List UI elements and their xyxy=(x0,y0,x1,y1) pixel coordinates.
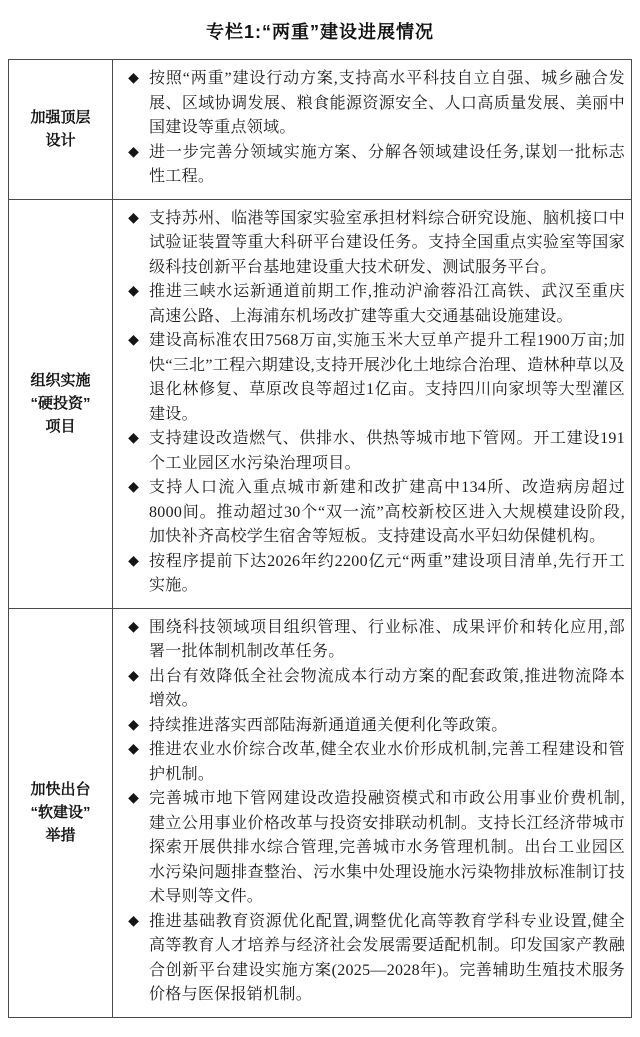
row-label-line: 项目 xyxy=(45,418,76,435)
list-item-text: 支持建设改造燃气、供排水、供热等城市地下管网。开工建设191个工业园区水污染治理项目。 xyxy=(149,430,625,472)
document-page xyxy=(0,18,640,1018)
list-item xyxy=(118,550,625,599)
diamond-bullet-icon: ◆ xyxy=(128,913,139,929)
list-item-text: 推进基础教育资源优化配置,调整优化高等教育学科专业设置,健全高等教育人才培养与经济社会发展需要适配机制。印发国家产教融合创新平台建设实施方案(2025—2028年)。完善辅助生殖技术服务价格与医保报销机制。 xyxy=(149,912,625,1003)
list-item-text: 围绕科技领域项目组织管理、行业标准、成果评价和转化应用,部署一批体制机制改革任务。 xyxy=(149,618,625,660)
row-label xyxy=(9,200,113,608)
list-item-text: 建设高标准农田7568万亩,实施玉米大豆单产提升工程1900万亩;加快“三北”工程六期建设,支持开展沙化土地综合治理、造林种草以及退化林修复、草原改良等超过1亿亩。支持四川向家坝等大型灌区建设。 xyxy=(149,332,625,423)
diamond-bullet-icon: ◆ xyxy=(128,619,139,635)
diamond-bullet-icon: ◆ xyxy=(128,668,139,684)
row-content xyxy=(113,60,631,199)
row-label-line: 加快出台 xyxy=(30,781,91,798)
row-label-line: 举措 xyxy=(45,827,76,844)
list-item-text: 完善城市地下管网建设改造投融资模式和市政公用事业价费机制,建立公用事业价格改革与投资安排联动机制。支持长江经济带城市探索开展供排水综合管理,完善城市水务管理机制。出台工业园区水污染问题排查整治、污水集中处理设施水污染物排放标准制订技术导则等文件。 xyxy=(149,790,625,905)
list-item xyxy=(118,476,625,550)
list-item-text: 推进三峡水运新通道前期工作,推动沪渝蓉沿江高铁、武汉至重庆高速公路、上海浦东机场改扩建等重大交通基础设施建设。 xyxy=(149,283,625,325)
diamond-bullet-icon: ◆ xyxy=(128,791,139,806)
diamond-bullet-icon: ◆ xyxy=(128,71,139,86)
list-item-text: 支持人口流入重点城市新建和改扩建高中134所、改造病房超过8000间。推动超过30个“双一流”高校新校区进入大规模建设阶段,加快补齐高校学生宿舍等短板。支持建设高水平妇幼保健机构。 xyxy=(149,479,625,545)
row-label-line: 组织实施 xyxy=(30,372,91,389)
list-item xyxy=(118,280,625,329)
diamond-bullet-icon: ◆ xyxy=(128,284,139,299)
list-item-text: 持续推进落实西部陆海新通道通关便利化等政策。 xyxy=(149,716,508,734)
row-label-line: 设计 xyxy=(45,132,76,150)
list-item-text: 出台有效降低全社会物流成本行动方案的配套政策,推进物流降本增效。 xyxy=(149,667,625,709)
list-item xyxy=(118,616,625,665)
list-item-text: 推进农业水价综合改革,健全农业水价形成机制,完善工程建设和管护机制。 xyxy=(149,741,625,783)
diamond-bullet-icon: ◆ xyxy=(128,210,139,226)
table-row-top-level-design xyxy=(9,60,631,199)
list-item xyxy=(118,665,625,714)
list-item-text: 按照“两重”建设行动方案,支持高水平科技自立自强、城乡融合发展、区域协调发展、粮食能源资源安全、人口高质量发展、美丽中国建设等重点领域。 xyxy=(149,70,625,136)
list-item xyxy=(118,67,625,141)
table-row-hard-investment xyxy=(9,199,631,608)
list-item xyxy=(118,207,625,281)
diamond-bullet-icon: ◆ xyxy=(128,333,139,348)
list-item-text: 按程序提前下达2026年约2200亿元“两重”建设项目清单,先行开工实施。 xyxy=(149,552,625,594)
row-label-line: “硬投资” xyxy=(30,395,91,412)
list-item xyxy=(118,427,625,476)
list-item xyxy=(118,141,625,190)
row-label-line: 加强顶层 xyxy=(30,109,91,127)
page-title: 专栏1:“两重”建设进展情况 xyxy=(205,22,434,42)
row-label xyxy=(9,60,113,199)
row-content xyxy=(113,200,631,608)
table-row-soft-construction xyxy=(9,608,631,1017)
list-item-text: 支持苏州、临港等国家实验室承担材料综合研究设施、脑机接口中试验证装置等重大科研平台建设任务。支持全国重点实验室等国家级科技创新平台基地建设重大技术研发、测试服务平台。 xyxy=(149,209,625,276)
diamond-bullet-icon: ◆ xyxy=(128,742,139,757)
list-item-text: 进一步完善分领域实施方案、分解各领域建设任务,谋划一批标志性工程。 xyxy=(149,143,625,185)
row-content xyxy=(113,609,631,1017)
list-item xyxy=(118,738,625,787)
row-label xyxy=(9,609,113,1017)
diamond-bullet-icon: ◆ xyxy=(128,431,139,446)
list-item xyxy=(118,787,625,910)
row-label-line: “软建设” xyxy=(30,804,91,821)
list-item xyxy=(118,329,625,427)
progress-table xyxy=(8,59,632,1018)
diamond-bullet-icon: ◆ xyxy=(128,717,139,733)
diamond-bullet-icon: ◆ xyxy=(128,144,139,160)
list-item xyxy=(118,910,625,1008)
diamond-bullet-icon: ◆ xyxy=(128,553,139,569)
list-item xyxy=(118,714,625,739)
diamond-bullet-icon: ◆ xyxy=(128,480,139,495)
